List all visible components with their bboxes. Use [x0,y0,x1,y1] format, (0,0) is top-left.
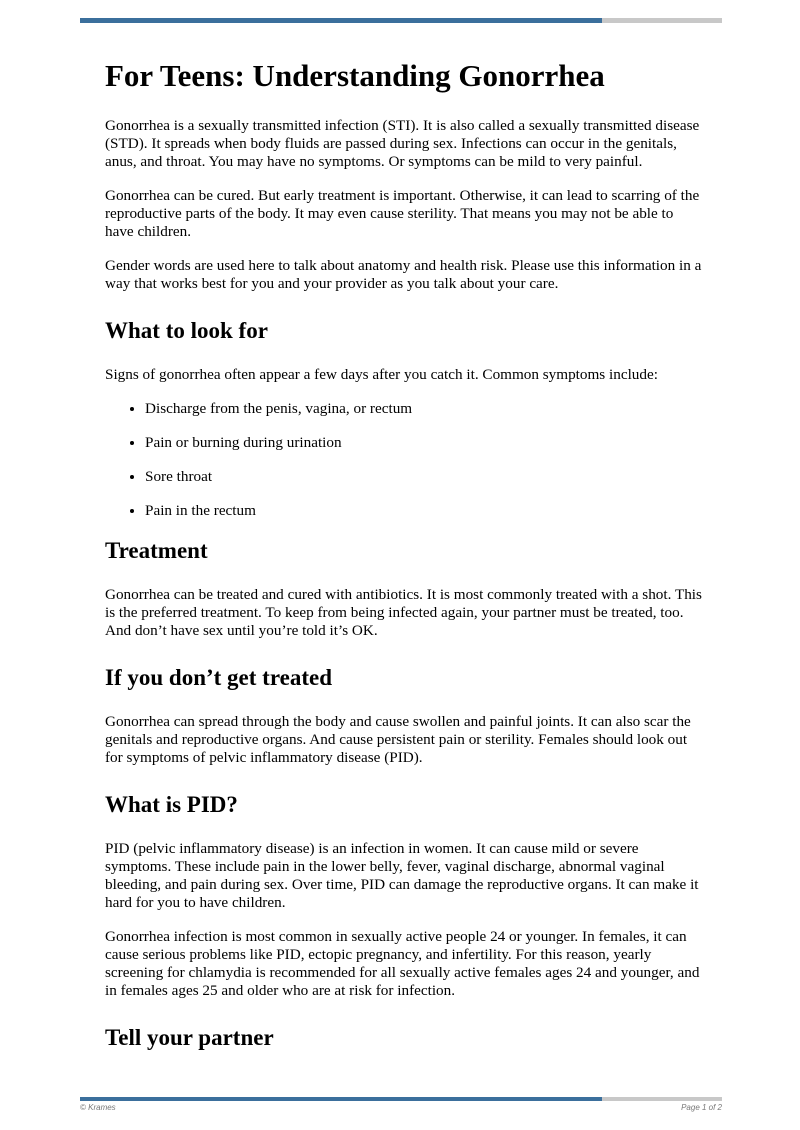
section-treatment [105,536,705,640]
footer-page-number: Page 1 of 2 [681,1103,722,1112]
look-for-text: Signs of gonorrhea often appear a few days after you catch it. Common symptoms include: [105,366,658,383]
intro-paragraph-1: Gonorrhea is a sexually transmitted infection (STI). It is also called a sexually transmitted disease (STD). It spreads when body fluids are passed during sex. Infections can occur in the genitals, anus, and throat. You may have no symptoms. Or symptoms can be mild to very painful. [105,117,700,170]
intro-paragraph-3: Gender words are used here to talk about anatomy and health risk. Please use this information in a way that works best for you and your provider as you talk about your care. [105,257,702,292]
top-progress-bar [80,18,722,23]
bottom-progress-fill [80,1097,602,1101]
heading-pid: What is PID? [105,792,238,817]
untreated-text: Gonorrhea can spread through the body and cause swollen and painful joints. It can also scar the genitals and reproductive organs. And cause persistent pain or sterility. Females should look out for symptoms of pelvic inflammatory disease (PID). [105,713,691,766]
footer-copyright: © Krames [80,1103,116,1112]
intro-paragraph-2: Gonorrhea can be cured. But early treatment is important. Otherwise, it can lead to scarring of the reproductive parts of the body. It may even cause sterility. That means you may not be able to have children. [105,187,700,240]
heading-tell-partner: Tell your partner [105,1025,274,1050]
page-title: For Teens: Understanding Gonorrhea [105,58,605,93]
symptom-item: • Pain or burning during urination [145,434,705,452]
pid-paragraph-2: Gonorrhea infection is most common in sexually active people 24 or younger. In females, it can cause serious problems like PID, ectopic pregnancy, and infertility. For this reason, yearly screening for chlamydia is recommended for all sexually active females ages 24 and younger, and in females ages 25 and older who are at risk for infection. [105,928,700,999]
section-untreated [105,663,705,767]
symptom-item: • Sore throat [145,468,705,486]
section-pid [105,790,705,1000]
symptom-item: • Pain in the rectum [145,502,705,520]
bottom-progress-bar [80,1097,722,1101]
document-body [105,55,705,1073]
section-tell-partner [105,1023,705,1053]
top-progress-fill [80,18,602,23]
heading-untreated: If you don’t get treated [105,665,332,690]
symptom-list [105,400,705,520]
section-what-to-look-for [105,316,705,520]
heading-what-to-look-for: What to look for [105,318,268,343]
symptom-item: • Discharge from the penis, vagina, or rectum [145,400,705,418]
heading-treatment: Treatment [105,538,208,563]
pid-paragraph-1: PID (pelvic inflammatory disease) is an infection in women. It can cause mild or severe symptoms. These include pain in the lower belly, fever, vaginal discharge, abnormal vaginal bleeding, and pain during sex. Over time, PID can damage the reproductive organs. It can make it hard for you to have children. [105,840,699,911]
treatment-text: Gonorrhea can be treated and cured with antibiotics. It is most commonly treated with a shot. This is the preferred treatment. To keep from being infected again, your partner must be treated, too. And don’t have sex until you’re told it’s OK. [105,586,702,639]
